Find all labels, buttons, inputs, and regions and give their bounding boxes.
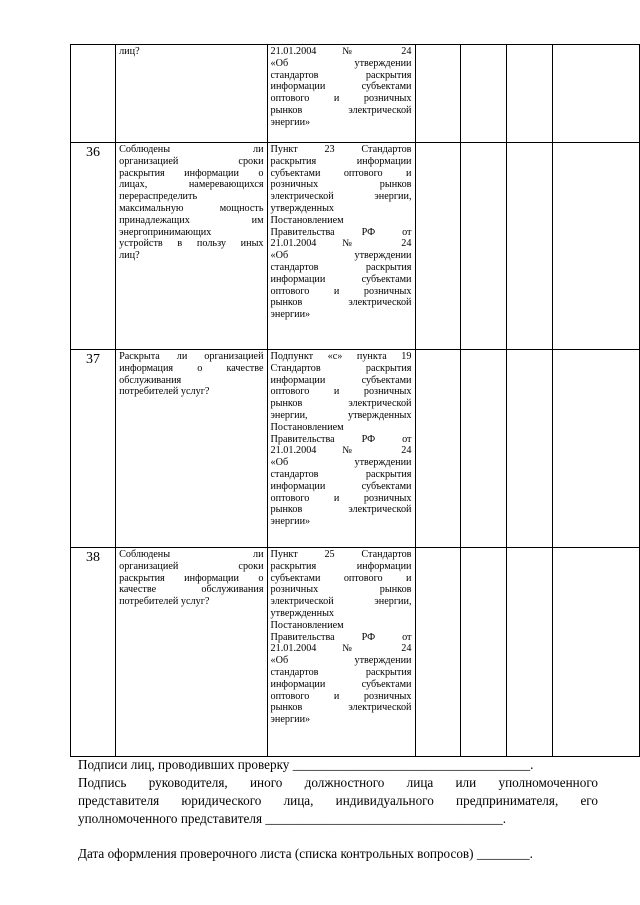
reference-cell xyxy=(267,45,415,143)
reference-line: Стандартов раскрытия xyxy=(270,362,412,374)
inspectors-signature-line xyxy=(78,756,598,774)
reference-line: электрической энергии, xyxy=(270,596,412,608)
reference-line: «Об утверждении xyxy=(270,457,412,469)
reference-line: энергии, утвержденных xyxy=(270,409,412,421)
question-cell xyxy=(116,143,267,350)
answer-no-cell[interactable] xyxy=(461,45,507,143)
reference-cell xyxy=(267,143,415,350)
reference-line: информации субъектами xyxy=(270,273,412,285)
answer-na-cell[interactable] xyxy=(506,548,553,757)
question-line: раскрытия информации о xyxy=(119,167,264,179)
answer-yes-cell[interactable] xyxy=(415,143,461,350)
reference-line: рынков электрической xyxy=(270,297,412,309)
answer-no-cell[interactable] xyxy=(461,143,507,350)
reference-line: энергии» xyxy=(270,714,311,726)
reference-line: Пункт 23 Стандартов xyxy=(270,144,412,155)
answer-no-cell[interactable] xyxy=(461,350,507,548)
question-cell xyxy=(116,45,267,143)
question-line: энергопринимающих xyxy=(119,226,212,238)
reference-line: информации субъектами xyxy=(270,374,412,386)
checklist-row xyxy=(71,548,640,757)
reference-line: 21.01.2004 № 24 xyxy=(270,238,412,250)
reference-line: субъектами оптового и xyxy=(270,167,412,179)
reference-line: «Об утверждении xyxy=(270,655,412,667)
reference-line: рынков электрической xyxy=(270,702,412,714)
reference-line: 21.01.2004 № 24 xyxy=(270,46,412,57)
reference-line: Правительства РФ от xyxy=(270,226,412,238)
reference-line: утвержденных xyxy=(270,202,335,214)
reference-line: электрической энергии, xyxy=(270,191,412,203)
reference-line: Постановлением xyxy=(270,214,344,226)
answer-na-cell[interactable] xyxy=(506,350,553,548)
row-number: 38 xyxy=(71,548,116,757)
reference-line: «Об утверждении xyxy=(270,250,412,262)
head-signature-line-1: Подпись руководителя, иного должностного лица или уполномоченного xyxy=(78,775,598,790)
question-line: качестве обслуживания xyxy=(119,584,264,596)
question-line: устройств в пользу иных xyxy=(119,238,264,250)
reference-line: стандартов раскрытия xyxy=(270,261,412,273)
reference-line: раскрытия информации xyxy=(270,560,412,572)
reference-cell xyxy=(267,548,415,757)
row-number: 37 xyxy=(71,350,116,548)
question-line: потребителей услуг? xyxy=(119,596,210,608)
reference-line: Правительства РФ от xyxy=(270,631,412,643)
row-number: 36 xyxy=(71,143,116,350)
reference-line: оптового и розничных xyxy=(270,492,412,504)
question-line: организацией сроки xyxy=(119,560,264,572)
question-line: раскрытия информации о xyxy=(119,572,264,584)
notes-cell[interactable] xyxy=(553,350,640,548)
reference-line: Правительства РФ от xyxy=(270,433,412,445)
question-line: Соблюдены ли xyxy=(119,144,264,155)
question-line: обслуживания xyxy=(119,374,182,386)
notes-cell[interactable] xyxy=(553,143,640,350)
reference-line: розничных рынков xyxy=(270,584,412,596)
head-signature-block xyxy=(78,774,598,828)
notes-cell[interactable] xyxy=(553,45,640,143)
checklist-row xyxy=(71,45,640,143)
question-line: перераспределить xyxy=(119,191,198,203)
inspectors-signature-text: Подписи лиц, проводивших проверку ____________________________________. xyxy=(78,757,534,772)
reference-line: информации субъектами xyxy=(270,480,412,492)
date-line-text: Дата оформления проверочного листа (списка контрольных вопросов) ________. xyxy=(78,846,533,861)
checklist-row xyxy=(71,143,640,350)
question-cell xyxy=(116,350,267,548)
reference-line: раскрытия информации xyxy=(270,155,412,167)
question-line: потребителей услуг? xyxy=(119,386,210,398)
notes-cell[interactable] xyxy=(553,548,640,757)
date-line xyxy=(78,845,598,863)
reference-line: Подпункт «с» пункта 19 xyxy=(270,351,412,362)
reference-line: утвержденных xyxy=(270,607,335,619)
reference-line: энергии» xyxy=(270,309,311,321)
head-signature-line-2: представителя юридического лица, индивидуального предпринимателя, его xyxy=(78,793,598,808)
question-line: организацией сроки xyxy=(119,155,264,167)
question-line: лиц? xyxy=(119,46,140,57)
reference-line: энергии» xyxy=(270,116,311,128)
question-line: лиц? xyxy=(119,250,140,262)
question-line: информация о качестве xyxy=(119,362,264,374)
question-line: Соблюдены ли xyxy=(119,549,264,560)
reference-line: рынков электрической xyxy=(270,104,412,116)
reference-line: оптового и розничных xyxy=(270,690,412,702)
reference-line: стандартов раскрытия xyxy=(270,69,412,81)
question-line: лицах, намеревающихся xyxy=(119,179,264,191)
reference-line: информации субъектами xyxy=(270,81,412,93)
reference-line: субъектами оптового и xyxy=(270,572,412,584)
reference-line: рынков электрической xyxy=(270,504,412,516)
reference-line: Постановлением xyxy=(270,619,344,631)
reference-line: энергии» xyxy=(270,516,311,528)
reference-line: 21.01.2004 № 24 xyxy=(270,643,412,655)
reference-line: 21.01.2004 № 24 xyxy=(270,445,412,457)
reference-line: «Об утверждении xyxy=(270,57,412,69)
reference-line: стандартов раскрытия xyxy=(270,468,412,480)
answer-yes-cell[interactable] xyxy=(415,350,461,548)
reference-line: рынков электрической xyxy=(270,398,412,410)
checklist-row xyxy=(71,350,640,548)
question-cell xyxy=(116,548,267,757)
answer-na-cell[interactable] xyxy=(506,143,553,350)
reference-line: оптового и розничных xyxy=(270,93,412,105)
head-signature-line-3: уполномоченного представителя ____________________________________. xyxy=(78,811,507,826)
question-line: принадлежащих им xyxy=(119,214,264,226)
reference-line: розничных рынков xyxy=(270,179,412,191)
checklist-body xyxy=(71,45,640,757)
reference-line: Постановлением xyxy=(270,421,344,433)
reference-line: стандартов раскрытия xyxy=(270,666,412,678)
answer-na-cell[interactable] xyxy=(506,45,553,143)
reference-cell xyxy=(267,350,415,548)
answer-yes-cell[interactable] xyxy=(415,45,461,143)
question-line: Раскрыта ли организацией xyxy=(119,351,264,362)
reference-line: оптового и розничных xyxy=(270,386,412,398)
answer-yes-cell[interactable] xyxy=(415,548,461,757)
reference-line: оптового и розничных xyxy=(270,285,412,297)
question-line: максимальную мощность xyxy=(119,202,264,214)
answer-no-cell[interactable] xyxy=(461,548,507,757)
reference-line: информации субъектами xyxy=(270,678,412,690)
checklist-table xyxy=(70,44,640,757)
reference-line: Пункт 25 Стандартов xyxy=(270,549,412,560)
row-number xyxy=(71,45,116,143)
